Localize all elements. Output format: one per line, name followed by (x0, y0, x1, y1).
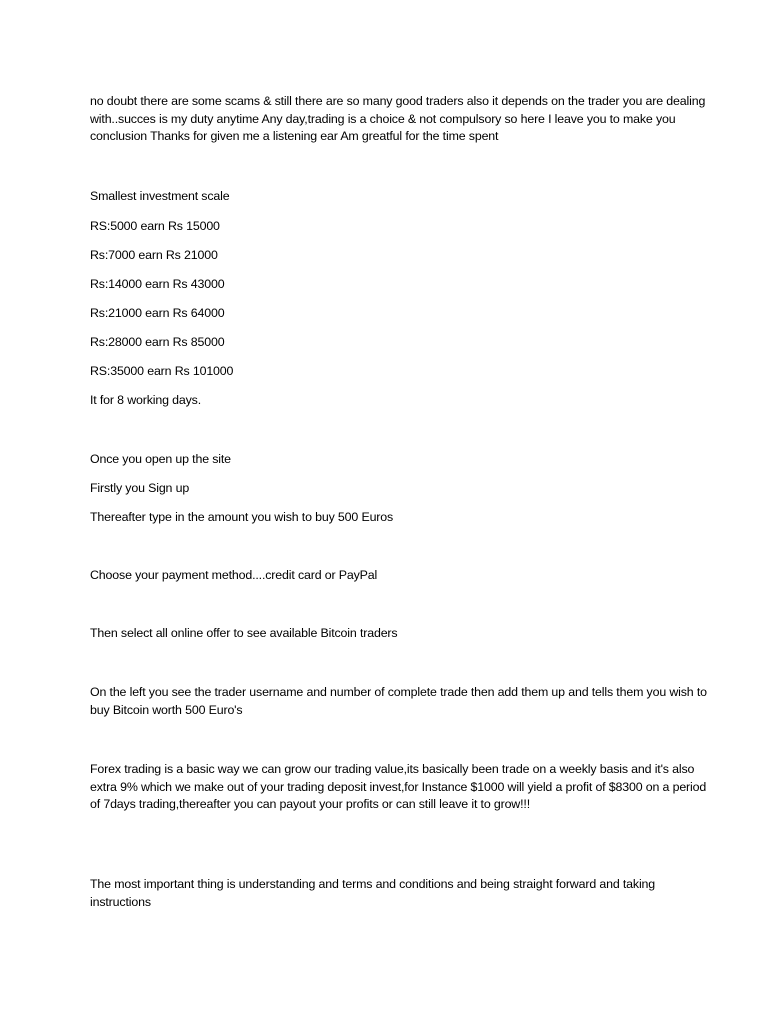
scale-heading: Smallest investment scale (90, 189, 230, 203)
scale-row: RS:5000 earn Rs 15000 (90, 219, 220, 233)
intro-paragraph: no doubt there are some scams & still there are so many good traders also it depends on the trader you are dealing with..succes is my duty anytime Any day,trading is a choice & not compulsory so here I leave you to make you conclusion Thanks for given me a listening ear Am greatful for the time spent (90, 94, 706, 143)
scale-row: Rs:14000 earn Rs 43000 (90, 277, 225, 291)
step-item: Once you open up the site (90, 452, 231, 466)
select-offer-text: Then select all online offer to see available Bitcoin traders (90, 626, 398, 640)
duration-text: It for 8 working days. (90, 393, 202, 407)
scale-row: Rs:28000 earn Rs 85000 (90, 335, 225, 349)
step-item: Firstly you Sign up (90, 481, 190, 495)
scale-row: RS:35000 earn Rs 101000 (90, 364, 234, 378)
payment-method-text: Choose your payment method....credit card or PayPal (90, 568, 378, 582)
scale-row: Rs:7000 earn Rs 21000 (90, 248, 218, 262)
important-paragraph: The most important thing is understanding and terms and conditions and being straight forward and taking instructions (90, 877, 656, 909)
scale-row: Rs:21000 earn Rs 64000 (90, 306, 225, 320)
step-item: Thereafter type in the amount you wish to buy 500 Euros (90, 510, 394, 524)
forex-paragraph: Forex trading is a basic way we can grow our trading value,its basically been trade on a weekly basis and it's also extra 9% which we make out of your trading deposit invest,for Instance $1000 will yield a profit of $8300 on a period of 7days trading,thereafter you can payout your profits or can still leave it to grow!!! (90, 762, 707, 811)
trader-list-paragraph: On the left you see the trader username and number of complete trade then add them up and tells them you wish to buy Bitcoin worth 500 Euro's (90, 685, 707, 717)
